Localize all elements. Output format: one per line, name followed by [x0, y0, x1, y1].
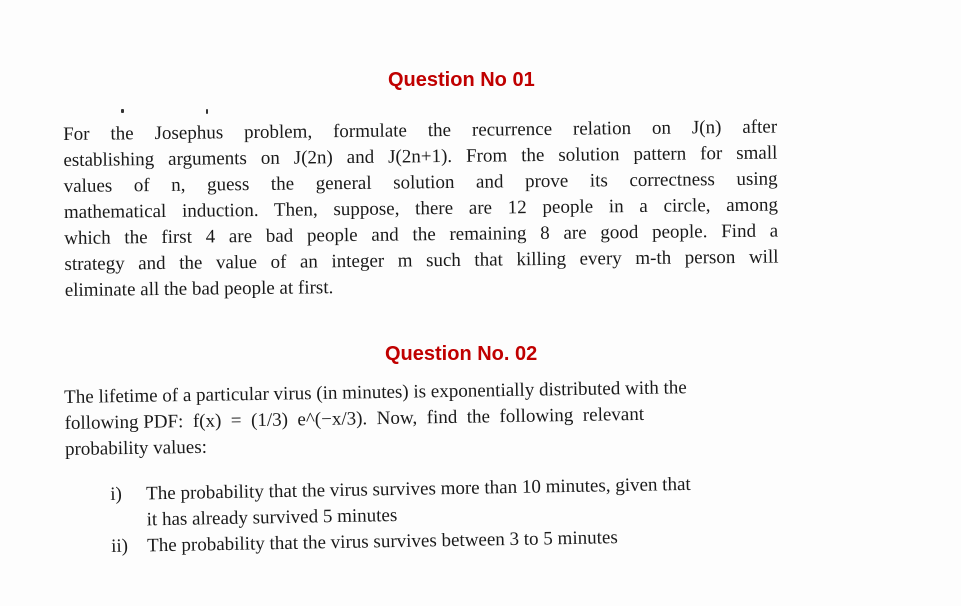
question-2-line: following PDF: f(x) = (1/3) e^(−x/3). Now, find the following relevant	[64, 403, 645, 434]
question-1-heading: Question No 01	[388, 69, 535, 91]
subpart-line: The probability that the virus survives more than 10 minutes, given that	[146, 473, 691, 505]
scan-speck	[206, 109, 208, 114]
question-1-line: mathematical induction. Then, suppose, there are 12 people in a circle, among	[63, 194, 779, 223]
question-2-line: probability values:	[64, 436, 208, 460]
subpart-marker: i)	[110, 483, 123, 505]
subpart-line: The probability that the virus survives between 3 to 5 minutes	[146, 527, 618, 557]
question-2-line: The lifetime of a particular virus (in minutes) is exponentially distributed with the	[64, 377, 687, 408]
question-1-body	[63, 115, 779, 304]
subpart-line: it has already survived 5 minutes	[146, 504, 398, 531]
subpart-marker: ii)	[110, 535, 129, 557]
question-1-line: values of n, guess the general solution and prove its correctness using	[63, 168, 778, 197]
question-2-body	[64, 374, 771, 463]
question-2-heading: Question No. 02	[385, 343, 538, 365]
question-1-line: eliminate all the bad people at first.	[64, 277, 334, 301]
question-2-subparts	[110, 470, 771, 560]
scan-speck	[121, 109, 124, 113]
question-1-line: For the Josephus problem, formulate the recurrence relation on J(n) after	[63, 116, 778, 145]
question-1-line: establishing arguments on J(2n) and J(2n+1). From the solution pattern for small	[63, 142, 778, 171]
question-1-line: which the first 4 are bad people and the remaining 8 are good people. Find a	[64, 220, 779, 249]
question-1-line: strategy and the value of an integer m such that killing every m-th person will	[64, 246, 779, 275]
